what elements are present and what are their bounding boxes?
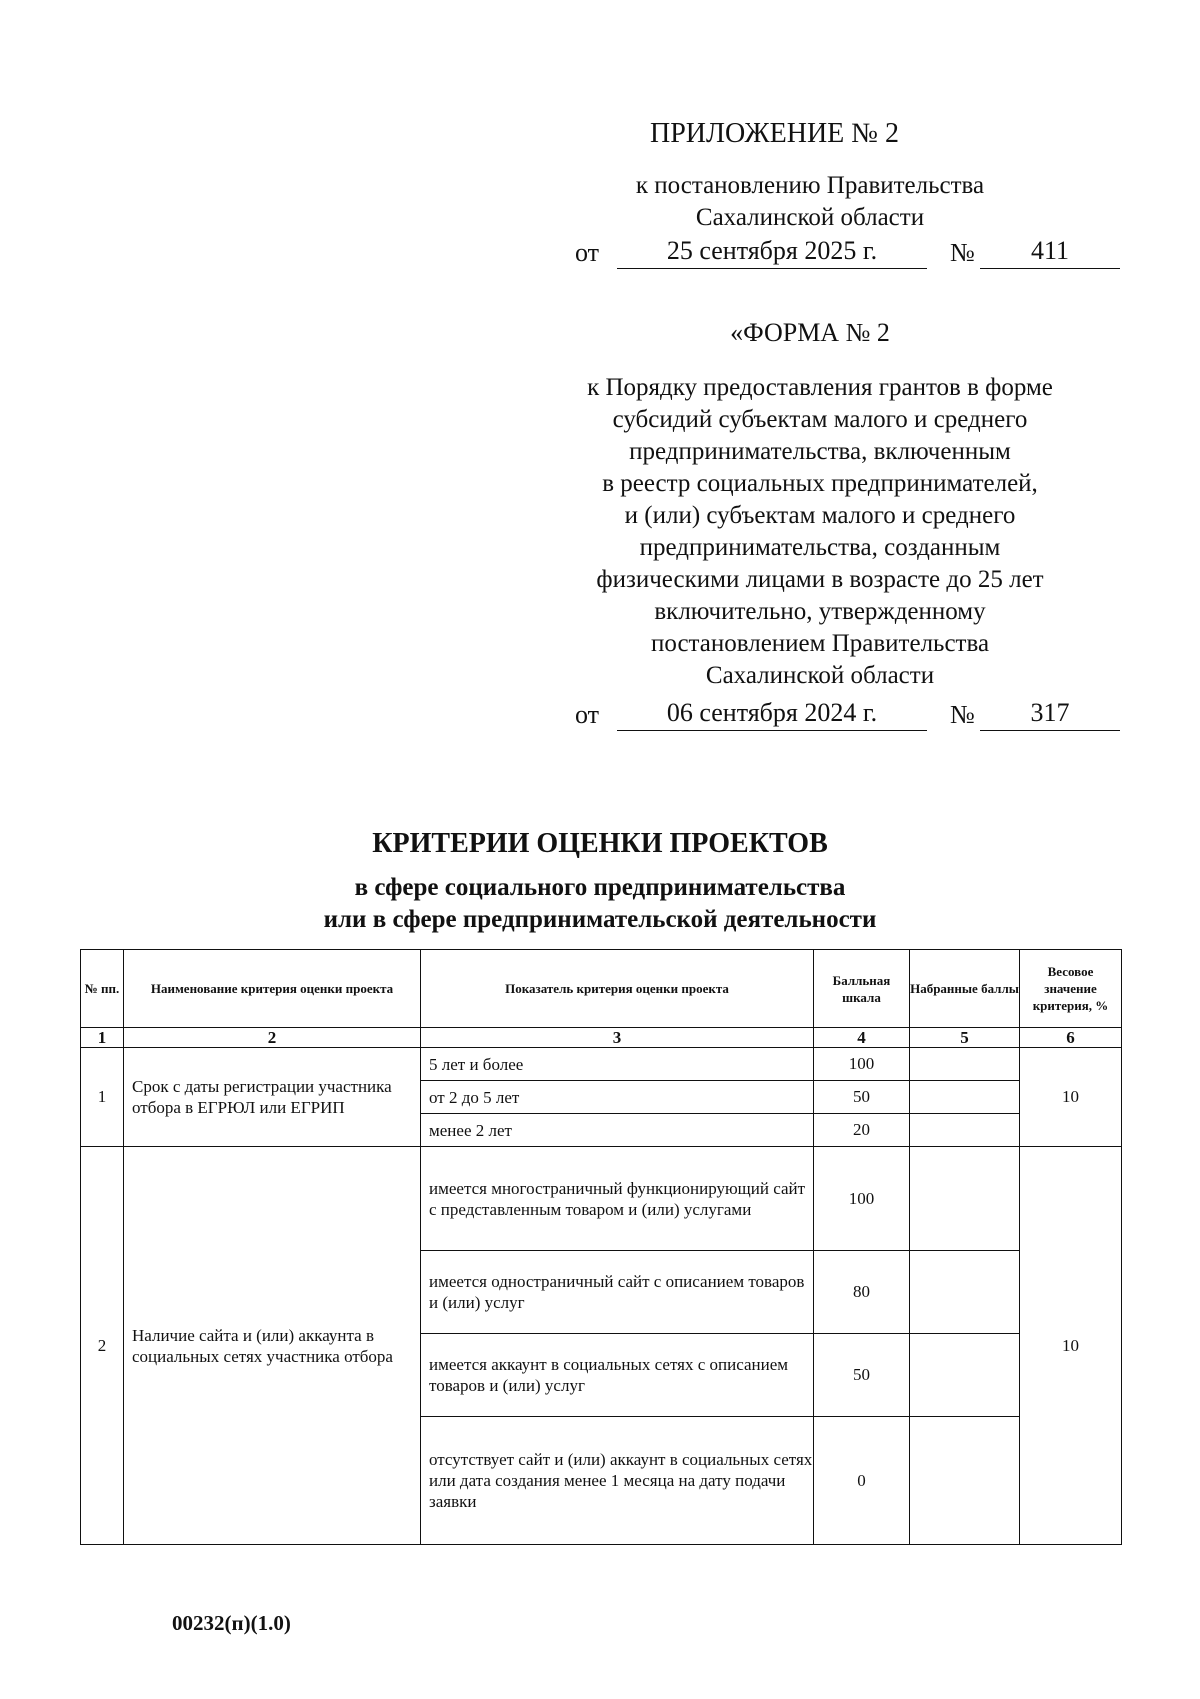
indicator-score: 50 [814,1334,910,1417]
form-description-line: физическими лицами в возрасте до 25 лет [596,566,1044,593]
column-number-row [81,1028,1122,1048]
decree-date: 25 сентября 2025 г. [617,236,927,269]
indicator-text: имеется аккаунт в социальных сетях с описанием товаров и (или) услуг [421,1334,814,1417]
document-code: 00232(п)(1.0) [172,1611,291,1635]
decree-number: 411 [980,236,1120,269]
indicator-score: 50 [814,1081,910,1114]
table-row [81,1147,1122,1251]
indicator-score: 100 [814,1147,910,1251]
indicator-score: 20 [814,1114,910,1147]
form-description-line: предпринимательства, созданным [639,534,1001,561]
indicator-score: 80 [814,1251,910,1334]
header-weight: Весовое значение критерия, % [1020,950,1122,1028]
decree-reference-line: к постановлению Правительства [635,172,985,199]
indicator-score: 0 [814,1417,910,1545]
document-subtitle [0,872,1200,936]
column-number: 5 [910,1028,1020,1048]
decree-date-row [575,236,1135,272]
earned-points-cell [910,1417,1020,1545]
indicator-text: имеется одностраничный сайт с описанием товаров и (или) услуг [421,1251,814,1334]
earned-points-cell [910,1081,1020,1114]
earned-points-cell [910,1251,1020,1334]
indicator-score: 100 [814,1048,910,1081]
number-sign: № [950,700,975,729]
earned-points-cell [910,1147,1020,1251]
table-header-row [81,950,1122,1028]
form-description-line: и (или) субъектам малого и среднего [624,502,1016,529]
form-description [565,372,1075,692]
form-date-row [575,698,1135,734]
criterion-number: 2 [81,1147,124,1545]
criterion-weight: 10 [1020,1048,1122,1147]
indicator-text: от 2 до 5 лет [421,1081,814,1114]
form-title: «ФОРМА № 2 [730,318,890,347]
header-number: № пп. [81,950,124,1028]
earned-points-cell [910,1048,1020,1081]
table-row [81,1048,1122,1081]
criterion-weight: 10 [1020,1147,1122,1545]
header-criterion-name: Наименование критерия оценки проекта [124,950,421,1028]
form-description-line: к Порядку предоставления грантов в форме [587,374,1053,401]
header-score-scale: Балльная шкала [814,950,910,1028]
subtitle-line: или в сфере предпринимательской деятельности [323,906,877,933]
column-number: 4 [814,1028,910,1048]
appendix-title: ПРИЛОЖЕНИЕ № 2 [650,118,899,149]
earned-points-cell [910,1114,1020,1147]
criterion-name: Срок с даты регистрации участника отбора в ЕГРЮЛ или ЕГРИП [124,1048,421,1147]
column-number: 2 [124,1028,421,1048]
header-earned-points: Набранные баллы [910,950,1020,1028]
date-prefix: от [575,238,600,267]
form-number: 317 [980,698,1120,731]
column-number: 3 [421,1028,814,1048]
decree-reference [580,170,1040,234]
form-description-line: Сахалинской области [705,662,935,689]
indicator-text: имеется многостраничный функционирующий сайт с представленным товаром и (или) услугами [421,1147,814,1251]
indicator-text: 5 лет и более [421,1048,814,1081]
criterion-name: Наличие сайта и (или) аккаунта в социальных сетях участника отбора [124,1147,421,1545]
form-description-line: постановлением Правительства [650,630,990,657]
form-description-line: включительно, утвержденному [654,598,986,625]
indicator-text: отсутствует сайт и (или) аккаунт в социальных сетях или дата создания менее 1 месяца на дату подачи заявки [421,1417,814,1545]
criteria-table [80,949,1122,1545]
number-sign: № [950,238,975,267]
indicator-text: менее 2 лет [421,1114,814,1147]
form-description-line: в реестр социальных предпринимателей, [602,470,1038,497]
header-indicator: Показатель критерия оценки проекта [421,950,814,1028]
decree-reference-line: Сахалинской области [695,204,925,231]
subtitle-line: в сфере социального предпринимательства [354,874,846,901]
date-prefix: от [575,700,600,729]
criterion-number: 1 [81,1048,124,1147]
form-description-line: предпринимательства, включенным [629,438,1011,465]
form-date: 06 сентября 2024 г. [617,698,927,731]
column-number: 1 [81,1028,124,1048]
criteria-table-container [80,949,1122,1545]
earned-points-cell [910,1334,1020,1417]
form-description-line: субсидий субъектам малого и среднего [612,406,1028,433]
column-number: 6 [1020,1028,1122,1048]
document-title: КРИТЕРИИ ОЦЕНКИ ПРОЕКТОВ [372,828,828,859]
